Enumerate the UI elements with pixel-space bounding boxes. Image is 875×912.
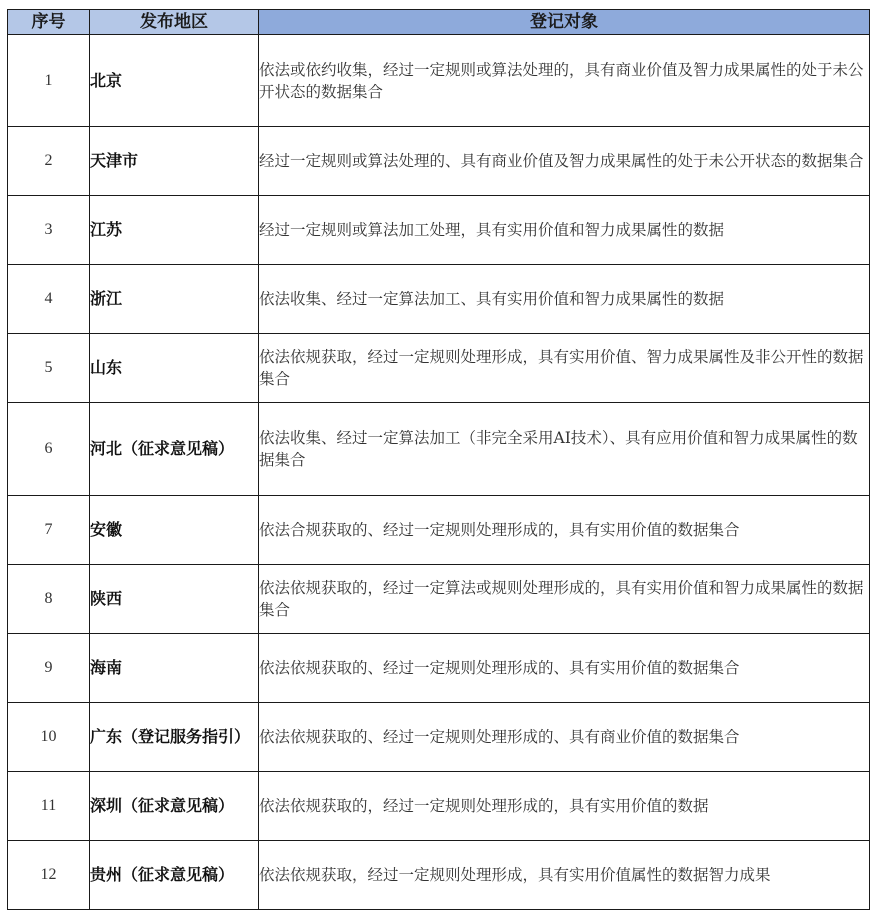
row-index: 9	[8, 634, 90, 703]
header-target: 登记对象	[259, 10, 870, 35]
table-header-row	[8, 10, 870, 35]
table-row	[8, 496, 870, 565]
row-index: 5	[8, 334, 90, 403]
row-region: 贵州（征求意见稿）	[90, 841, 259, 910]
row-index: 10	[8, 703, 90, 772]
row-target: 依法依规获取的、经过一定规则处理形成的、具有商业价值的数据集合	[259, 703, 870, 772]
table-row	[8, 772, 870, 841]
table-row	[8, 196, 870, 265]
table-row	[8, 334, 870, 403]
row-index: 11	[8, 772, 90, 841]
row-index: 2	[8, 127, 90, 196]
row-target: 依法收集、经过一定算法加工（非完全采用AI技术）、具有应用价值和智力成果属性的数据集合	[259, 403, 870, 496]
row-index: 7	[8, 496, 90, 565]
row-region: 北京	[90, 35, 259, 127]
row-region: 安徽	[90, 496, 259, 565]
row-target: 依法依规获取的，经过一定规则处理形成的，具有实用价值的数据	[259, 772, 870, 841]
row-region: 深圳（征求意见稿）	[90, 772, 259, 841]
row-target: 经过一定规则或算法处理的、具有商业价值及智力成果属性的处于未公开状态的数据集合	[259, 127, 870, 196]
row-target: 依法依规获取的，经过一定算法或规则处理形成的，具有实用价值和智力成果属性的数据集合	[259, 565, 870, 634]
header-region: 发布地区	[90, 10, 259, 35]
table-row	[8, 841, 870, 910]
row-target: 依法依规获取的、经过一定规则处理形成的、具有实用价值的数据集合	[259, 634, 870, 703]
table-row	[8, 565, 870, 634]
row-region: 陕西	[90, 565, 259, 634]
row-target: 依法收集、经过一定算法加工、具有实用价值和智力成果属性的数据	[259, 265, 870, 334]
row-target: 依法依规获取，经过一定规则处理形成，具有实用价值、智力成果属性及非公开性的数据集合	[259, 334, 870, 403]
header-index: 序号	[8, 10, 90, 35]
row-index: 8	[8, 565, 90, 634]
row-index: 3	[8, 196, 90, 265]
table-row	[8, 35, 870, 127]
row-region: 江苏	[90, 196, 259, 265]
registration-objects-table	[7, 9, 870, 910]
table-row	[8, 127, 870, 196]
row-target: 依法或依约收集，经过一定规则或算法处理的，具有商业价值及智力成果属性的处于未公开状态的数据集合	[259, 35, 870, 127]
row-region: 天津市	[90, 127, 259, 196]
row-region: 河北（征求意见稿）	[90, 403, 259, 496]
table-row	[8, 703, 870, 772]
row-region: 广东（登记服务指引）	[90, 703, 259, 772]
row-target: 经过一定规则或算法加工处理，具有实用价值和智力成果属性的数据	[259, 196, 870, 265]
row-region: 浙江	[90, 265, 259, 334]
table-row	[8, 403, 870, 496]
row-index: 12	[8, 841, 90, 910]
row-region: 山东	[90, 334, 259, 403]
row-index: 1	[8, 35, 90, 127]
row-index: 6	[8, 403, 90, 496]
row-region: 海南	[90, 634, 259, 703]
table-row	[8, 634, 870, 703]
row-index: 4	[8, 265, 90, 334]
row-target: 依法依规获取，经过一定规则处理形成，具有实用价值属性的数据智力成果	[259, 841, 870, 910]
table-row	[8, 265, 870, 334]
row-target: 依法合规获取的、经过一定规则处理形成的，具有实用价值的数据集合	[259, 496, 870, 565]
